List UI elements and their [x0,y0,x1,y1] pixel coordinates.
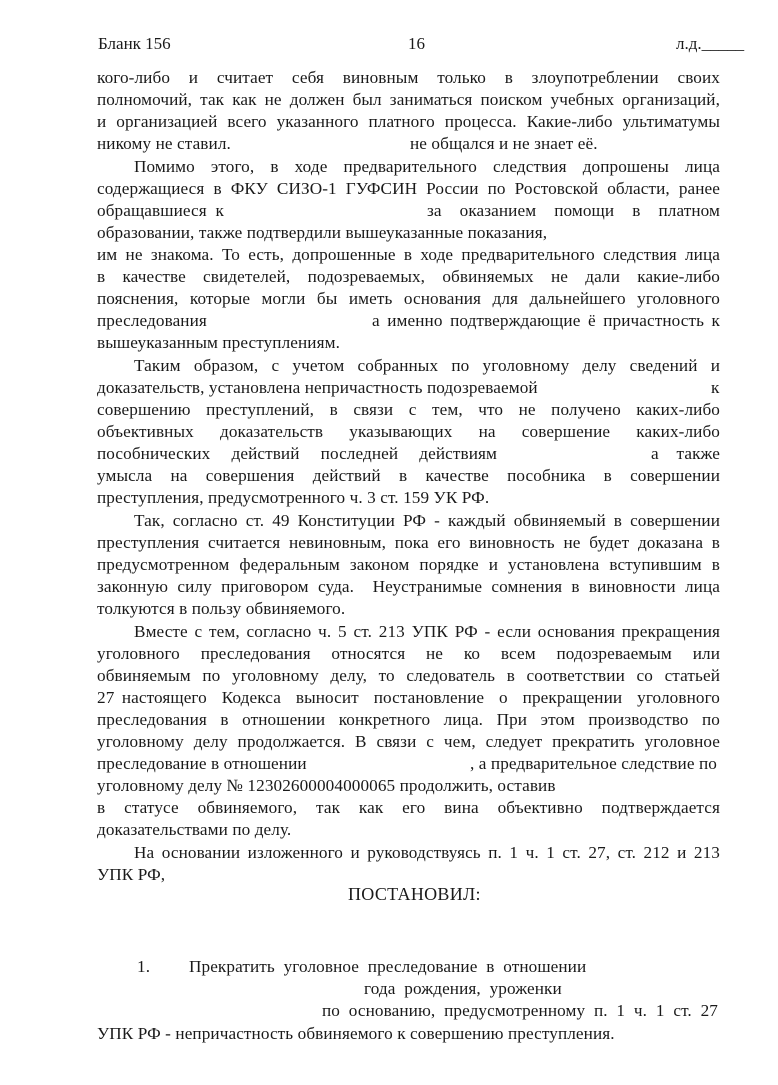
text-line: а именно подтверждающие ё причастность к [372,311,720,330]
text-line: в качестве свидетелей, подозреваемых, обвиняемых не дали какие-либо [97,267,720,286]
text-line: 27 настоящего Кодекса выносит постановление о прекращении уголовного [97,688,720,707]
text-line: Таким образом, с учетом собранных по уголовному делу сведений и [134,356,720,375]
decision-item-text: по основанию, предусмотренному п. 1 ч. 1 ст. 27 [322,1001,718,1020]
text-line: преступления, предусмотренного ч. 3 ст. 159 УК РФ. [97,488,490,507]
text-line: преследование в отношении [97,754,307,773]
text-line: к [711,378,720,397]
text-line: в статусе обвиняемого, так как его вина объективно подтверждается [97,798,720,817]
text-line: обращавшиеся к [97,201,225,220]
text-line: пособнических действий последней действиям [97,444,497,463]
text-line: полномочий, так как не должен был заниматься поиском учебных организаций, [97,90,720,109]
text-line: никому не ставил. [97,134,231,153]
text-line: законную силу приговором суда. Неустранимые сомнения в виновности лица [97,577,720,596]
text-line: уголовного преследования относятся не ко всем подозреваемым или [97,644,720,663]
sheet-number: л.д._____ [676,34,745,53]
text-line: обвиняемым по уголовному делу, то следователь в соответствии со статьей [97,666,720,685]
text-line: пояснения, которые могли бы иметь основания для дальнейшего уголовного [97,289,720,308]
text-line: вышеуказанным преступлениям. [97,333,340,352]
text-line: не общался и не знает её. [410,134,598,153]
text-line: и организацией всего указанного платного процесса. Какие-либо ультиматумы [97,112,720,131]
decision-item-text: года рождения, уроженки [364,979,562,998]
text-line: за оказанием помощи в платном [427,201,720,220]
text-line: им не знакома. То есть, допрошенные в ходе предварительного следствия лица [97,245,720,264]
text-line: Вместе с тем, согласно ч. 5 ст. 213 УПК РФ - если основания прекращения [134,622,720,641]
text-line: преследования в отношении конкретного лица. При этом производство по [97,710,720,729]
text-line: содержащиеся в ФКУ СИЗО-1 ГУФСИН России по Ростовской области, ранее [97,179,720,198]
text-line: уголовному делу № 12302600004000065 продолжить, оставив [97,776,556,795]
text-line: доказательствами по делу. [97,820,292,839]
text-line: УПК РФ, [97,865,166,884]
text-line: Помимо этого, в ходе предварительного следствия допрошены лица [134,157,720,176]
text-line: умысла на совершения действий в качестве пособника в совершении [97,466,720,485]
page-number: 16 [408,34,425,53]
decision-title: ПОСТАНОВИЛ: [348,884,481,904]
text-line: образовании, также подтвердили вышеуказанные показания, [97,223,548,242]
text-line: доказательств, установлена непричастность подозреваемой [97,378,538,397]
text-line: предусмотренном федеральным законом порядке и установлена вступившим в [97,555,720,574]
decision-item-number: 1. [137,957,151,976]
decision-item-text: УПК РФ - непричастность обвиняемого к совершению преступления. [97,1024,615,1043]
text-line: объективных доказательств указывающих на совершение каких-либо [97,422,720,441]
text-line: На основании изложенного и руководствуясь п. 1 ч. 1 ст. 27, ст. 212 и 213 [134,843,720,862]
text-line: совершению преступлений, в связи с тем, что не получено каких-либо [97,400,720,419]
text-line: Так, согласно ст. 49 Конституции РФ - каждый обвиняемый в совершении [134,511,720,530]
text-line: а также [651,444,720,463]
text-line: толкуются в пользу обвиняемого. [97,599,346,618]
form-label: Бланк 156 [98,34,171,53]
text-line: , а предварительное следствие по [470,754,717,773]
text-line: уголовному делу продолжается. В связи с чем, следует прекратить уголовное [97,732,720,751]
decision-item-text: Прекратить уголовное преследование в отношении [189,957,587,976]
text-line: преступления считается невиновным, пока его виновность не будет доказана в [97,533,720,552]
text-line: кого-либо и считает себя виновным только в злоупотреблении своих [97,68,720,87]
text-line: преследования [97,311,207,330]
